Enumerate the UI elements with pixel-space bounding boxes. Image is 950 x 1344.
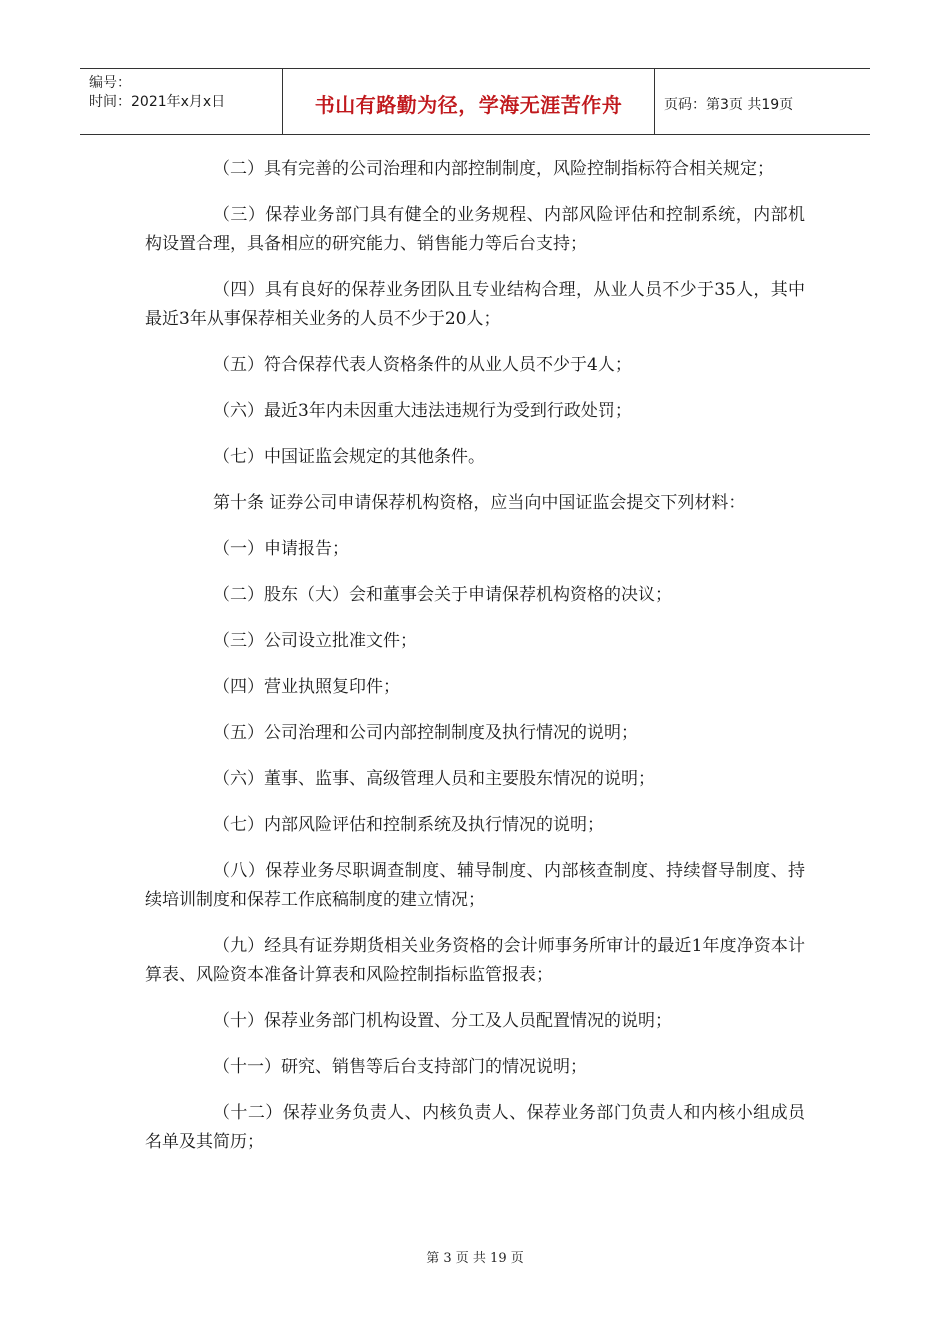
paragraph: （九）经具有证券期货相关业务资格的会计师事务所审计的最近1年度净资本计算表、风险资本准备计算表和风险控制指标监管报表； xyxy=(145,936,805,985)
paragraph: （八）保荐业务尽职调查制度、辅导制度、内部核查制度、持续督导制度、持续培训制度和保荐工作底稿制度的建立情况； xyxy=(145,861,805,910)
paragraph: （十）保荐业务部门机构设置、分工及人员配置情况的说明； xyxy=(213,1011,672,1031)
paragraph: （五）符合保荐代表人资格条件的从业人员不少于4人； xyxy=(213,355,632,375)
paragraph: （二）股东（大）会和董事会关于申请保荐机构资格的决议； xyxy=(213,585,672,605)
paragraph: （十一）研究、销售等后台支持部门的情况说明； xyxy=(213,1057,587,1077)
paragraph: （三）保荐业务部门具有健全的业务规程、内部风险评估和控制系统，内部机构设置合理，具备相应的研究能力、销售能力等后台支持； xyxy=(145,205,805,254)
document-date: 时间：2021年x月x日 xyxy=(89,94,226,110)
paragraph: （四）营业执照复印件； xyxy=(213,677,400,697)
article-heading: 第十条 证券公司申请保荐机构资格，应当向中国证监会提交下列材料： xyxy=(213,493,746,513)
paragraph: （五）公司治理和公司内部控制制度及执行情况的说明； xyxy=(213,723,638,743)
document-header xyxy=(80,68,870,135)
paragraph: （七）内部风险评估和控制系统及执行情况的说明； xyxy=(213,815,604,835)
document-body xyxy=(145,155,805,1174)
paragraph: （三）公司设立批准文件； xyxy=(213,631,417,651)
document-number-label: 编号： xyxy=(89,75,131,91)
paragraph: （四）具有良好的保荐业务团队且专业结构合理，从业人员不少于35人，其中最近3年从事保荐相关业务的人员不少于20人； xyxy=(145,280,805,329)
header-meta-cell xyxy=(80,69,283,134)
header-motto: 书山有路勤为径，学海无涯苦作舟 xyxy=(283,69,655,134)
paragraph: （六）董事、监事、高级管理人员和主要股东情况的说明； xyxy=(213,769,655,789)
header-page-info: 页码：第3页 共19页 xyxy=(664,96,794,113)
page-footer: 第 3 页 共 19 页 xyxy=(426,1251,524,1266)
paragraph: （二）具有完善的公司治理和内部控制制度，风险控制指标符合相关规定； xyxy=(213,159,774,179)
paragraph: （六）最近3年内未因重大违法违规行为受到行政处罚； xyxy=(213,401,632,421)
paragraph: （一）申请报告； xyxy=(213,539,349,559)
paragraph: （七）中国证监会规定的其他条件。 xyxy=(213,447,485,467)
paragraph: （十二）保荐业务负责人、内核负责人、保荐业务部门负责人和内核小组成员名单及其简历； xyxy=(145,1103,805,1152)
